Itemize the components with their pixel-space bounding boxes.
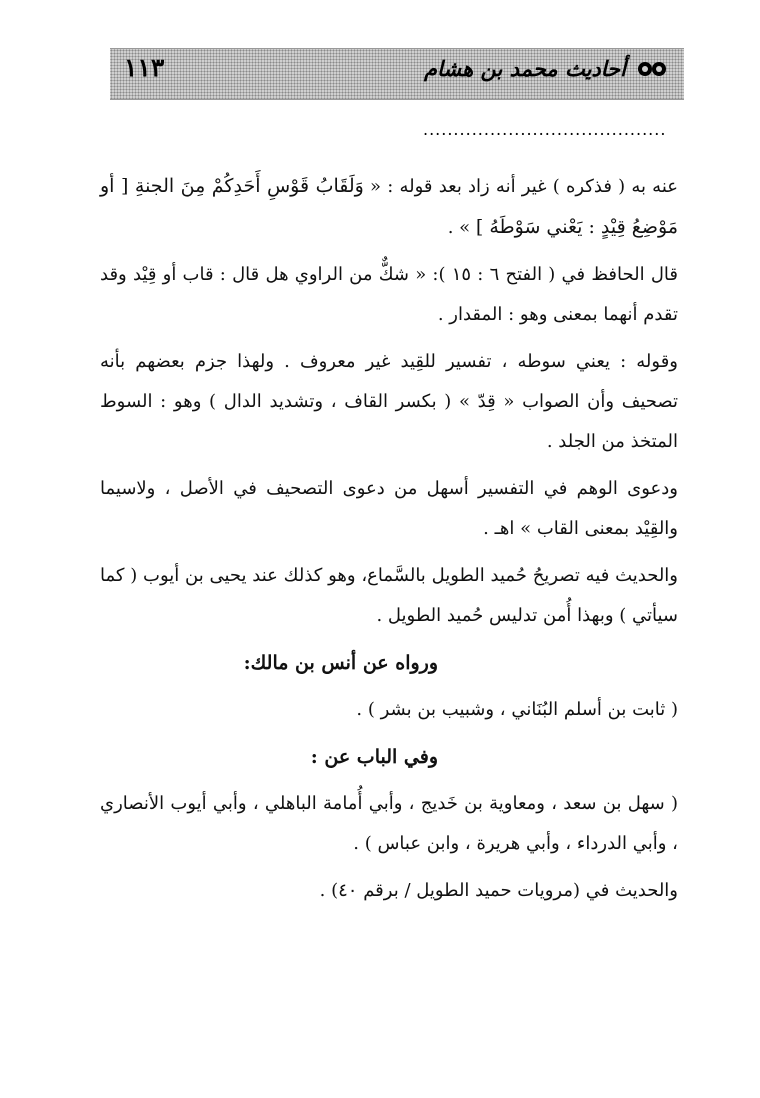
paragraph-4: ودعوى الوهم في التفسير أسهل من دعوى التصحيف في الأصل ، ولاسيما والقِيْد بمعنى القاب » اهـ .	[100, 478, 678, 539]
paragraph-3: وقوله : يعني سوطه ، تفسير للقِيد غير معروف . ولهذا جزم بعضهم بأنه تصحيف وأن الصواب « قِدّ » ( بكسر القاف ، وتشديد الدال ) وهو : السوط المتخذ من الجلد .	[100, 351, 678, 452]
paragraph-2: قال الحافظ في ( الفتح ٦ : ١٥ ): « شكٌّ من الراوي هل قال : قاب أو قِيْد وقد تقدم أنهما بمعنى وهو : المقدار .	[100, 264, 678, 325]
body-text	[100, 166, 678, 918]
running-header	[424, 56, 668, 81]
quoted-hadith-text: وَلَقَابُ قَوْسِ أَحَدِكُمْ مِنَ الجنةِ [ أو مَوْضِعُ قِيْدٍ : يَعْني سَوْطَهُ ]	[100, 175, 678, 238]
paragraph-reference: والحديث في (مرويات حميد الطويل / برقم ٤٠) .	[319, 880, 678, 901]
paragraph-5: والحديث فيه تصريحُ حُميد الطويل بالسَّماع، وهو كذلك عند يحيى بن أيوب ( كما سيأتي ) وبهذا أُمن تدليس حُميد الطويل .	[100, 565, 678, 626]
paragraph-1-lead: عنه به ( فذكره ) غير أنه زاد بعد قوله : «	[363, 176, 678, 197]
page-number: ١١٣	[124, 53, 165, 82]
running-header-title: أحاديث محمد بن هشام	[424, 56, 626, 81]
paragraph-1-close: » .	[447, 217, 476, 238]
header-dotted-rule: ........................................	[423, 120, 667, 139]
ornament-icon	[636, 60, 668, 78]
section-heading-narrators: ورواه عن أنس بن مالك:	[243, 652, 438, 674]
section-heading-chapter: وفي الباب عن :	[310, 746, 438, 768]
paragraph-narrators: ( ثابت بن أسلم البُنَاني ، وشبيب بن بشر ) .	[356, 699, 678, 720]
paragraph-1	[100, 166, 678, 248]
paragraph-chapter-companions: ( سهل بن سعد ، ومعاوية بن خَديج ، وأبي أُمامة الباهلي ، وأبي أيوب الأنصاري ، وأبي الدرداء ، وأبي هريرة ، وابن عباس ) .	[100, 793, 678, 854]
